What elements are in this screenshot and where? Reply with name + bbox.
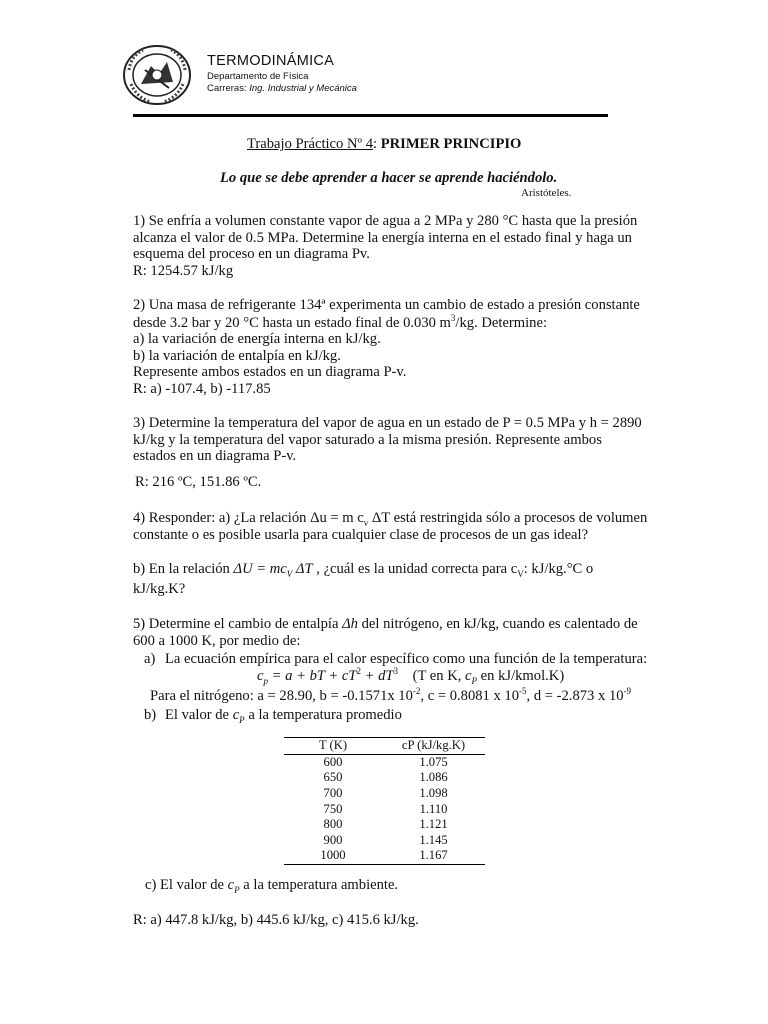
problem-1-line: esquema del proceso en un diagrama Pv.	[133, 246, 370, 263]
cp-table	[284, 737, 485, 865]
careers-label: Carreras:	[207, 83, 247, 94]
course-title: TERMODINÁMICA	[207, 53, 335, 69]
table-cell: 750	[323, 801, 343, 816]
title-prefix: Trabajo Práctico Nº 4	[247, 136, 373, 152]
problem-5-text: 5) Determine el cambio de entalpía	[133, 616, 343, 632]
column-header: T (K)	[284, 738, 382, 754]
problem-2-line: a) la variación de energía interna en kJ/kg.	[133, 331, 381, 348]
constant-b: b = -0.1571x 10	[319, 688, 413, 704]
title-main: PRIMER PRINCIPIO	[380, 136, 522, 152]
problem-2-line	[133, 312, 640, 332]
item-b-text-part: El valor de	[165, 707, 233, 723]
subscript: V	[517, 568, 524, 579]
quote-text: Lo que se debe aprender a hacer se aprende haciéndolo.	[220, 170, 558, 186]
equation: ΔT	[292, 561, 313, 577]
equation-units: (T en K,	[412, 668, 466, 684]
table-row	[284, 833, 485, 849]
problem-4b-text: : kJ/kg.°C o	[523, 561, 594, 577]
exponent: -5	[519, 686, 527, 697]
table-row	[284, 786, 485, 802]
problem-2	[133, 297, 640, 398]
constant-d: , d = -2.873 x 10	[526, 688, 624, 704]
careers-line	[207, 83, 357, 94]
equation-units: en kJ/kmol.K)	[477, 668, 565, 684]
problem-4	[133, 510, 647, 543]
item-b-text: El valor de $c_P$ a la temperatura promedio	[165, 707, 402, 725]
table-row	[284, 770, 485, 786]
item-c-text-part: c) El valor de	[145, 877, 228, 893]
table-row	[284, 817, 485, 833]
title-colon: :	[373, 136, 378, 152]
nitrogen-label: Para el nitrógeno:	[150, 688, 258, 704]
table-cell: 1.075	[419, 754, 448, 769]
problem-2-text: /kg. Determine:	[455, 314, 548, 331]
problem-1-answer: R: 1254.57 kJ/kg	[133, 262, 234, 279]
item-a-label: a)	[144, 651, 156, 667]
item-c-text: c) El valor de $c_P$ a la temperatura ambiente.	[145, 877, 399, 895]
problem-3-line: estados en un diagrama P-v.	[133, 448, 297, 465]
cubic-exponent: 3	[450, 312, 456, 323]
subscript: v	[363, 517, 369, 528]
table-cell: 1000	[320, 848, 346, 863]
problem-4b-text: b) En la relación	[133, 561, 234, 577]
problem-2-text: desde 3.2 bar y 20 °C hasta un estado final de 0.030 m	[133, 314, 451, 331]
constant-c: , c = 0.8081 x 10	[420, 688, 520, 704]
problem-2-answer: R: a) -107.4, b) -117.85	[133, 380, 271, 397]
table-cell: 600	[323, 754, 343, 769]
problem-3	[133, 415, 642, 465]
table-cell: 1.110	[419, 801, 448, 816]
table-cell: 700	[323, 786, 343, 801]
subscript: V	[286, 568, 293, 579]
university-seal-logo	[121, 44, 193, 106]
cp-table-grid	[284, 738, 485, 865]
problem-2-line: Represente ambos estados en un diagrama P-v.	[133, 364, 407, 381]
problem-2-line: b) la variación de entalpía en kJ/kg.	[133, 347, 341, 364]
problem-5-line: 600 a 1000 K, por medio de:	[133, 632, 301, 649]
problem-1	[133, 213, 637, 279]
constant-a: a = 28.90,	[257, 688, 320, 704]
problem-1-line: 1) Se enfría a volumen constante vapor de agua a 2 MPa y 280 °C hasta que la presión	[133, 213, 638, 229]
table-cell: 650	[323, 770, 343, 785]
problem-1-line: alcanza el valor de 0.5 MPa. Determine la energía interna en el estado final y haga un	[133, 229, 632, 246]
column-header: cP (kJ/kg.K)	[382, 738, 485, 754]
problem-4-line	[133, 510, 647, 527]
nitrogen-constants	[150, 688, 631, 705]
exponent: -2	[412, 686, 421, 697]
item-c-text-part: a la temperatura ambiente.	[239, 877, 399, 893]
problem-4b-line	[133, 561, 593, 578]
equation: ΔU = mc	[233, 561, 287, 577]
table-row	[284, 754, 485, 770]
department-name: Departamento de Física	[207, 71, 309, 82]
table-cell: 1.121	[419, 817, 448, 832]
table-row	[284, 848, 485, 864]
table-row	[284, 801, 485, 817]
item-b-text-part: a la temperatura promedio	[244, 707, 402, 723]
cp-equation: $c_p = a$ + bT + $cT^2 + dT^3$ (T en K, $c_P$ en kJ/kmol.K)	[257, 666, 565, 686]
table-cell: 1.167	[419, 848, 448, 863]
problem-4-text: ΔT está restringida sólo a procesos de volumen	[368, 510, 648, 526]
table-header-row	[284, 738, 485, 754]
enthalpy-symbol: Δh	[342, 616, 358, 632]
problem-2-line: 2) Una masa de refrigerante 134ª experimenta un cambio de estado a presión constante	[133, 297, 640, 313]
quote-author: Aristóteles.	[521, 187, 572, 199]
item-b-label: b)	[144, 707, 157, 723]
table-cell: 900	[323, 832, 343, 847]
problem-3-line: 3) Determine la temperatura del vapor de agua en un estado de P = 0.5 MPa y h = 2890	[133, 415, 642, 431]
problem-4-text: 4) Responder: a) ¿La relación Δu = m c	[133, 510, 364, 526]
problem-3-answer: R: 216 ºC, 151.86 ºC.	[135, 474, 262, 490]
problem-4b	[133, 561, 593, 597]
problem-4b-text: , ¿cuál es la unidad correcta para c	[312, 561, 518, 577]
header-divider	[133, 114, 608, 117]
problem-4b-line: kJ/kg.K?	[133, 580, 186, 597]
problem-5-text: del nitrógeno, en kJ/kg, cuando es calentado de	[357, 616, 638, 632]
careers-value: Ing. Industrial y Mecánica	[249, 83, 357, 94]
table-cell: 800	[323, 817, 343, 832]
problem-5-answer: R: a) 447.8 kJ/kg, b) 445.6 kJ/kg, c) 415.6 kJ/kg.	[133, 912, 419, 928]
table-cell: 1.086	[419, 770, 448, 785]
page-title	[247, 136, 521, 153]
exponent: -9	[623, 686, 632, 697]
table-cell: 1.098	[419, 786, 448, 801]
table-cell: 1.145	[419, 832, 448, 847]
problem-4-line: constante o es posible usarla para cualquier clase de procesos de un gas ideal?	[133, 526, 589, 543]
problem-5	[133, 616, 638, 649]
problem-5-line	[133, 616, 638, 633]
item-a-text: La ecuación empírica para el calor específico como una función de la temperatura:	[165, 651, 648, 667]
problem-3-line: kJ/kg y la temperatura del vapor saturado a la misma presión. Represente ambos	[133, 431, 602, 448]
